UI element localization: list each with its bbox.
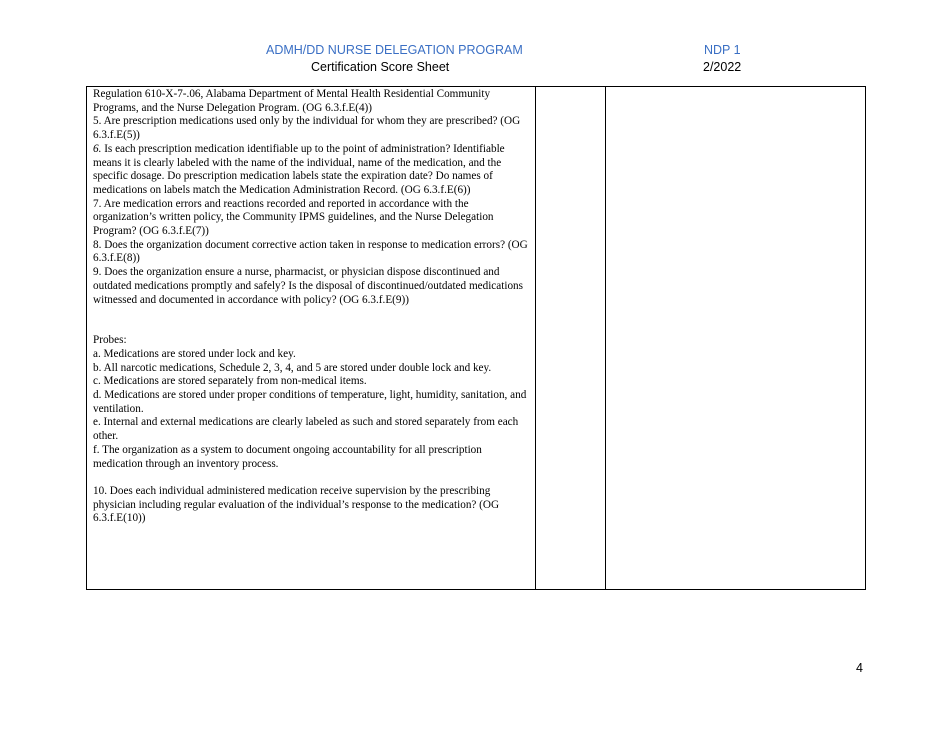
- score-cell: [536, 87, 606, 590]
- table-row: [87, 87, 866, 590]
- probe-c: c. Medications are stored separately from non-medical items.: [93, 375, 367, 388]
- item-7: 7. Are medication errors and reactions recorded and reported in accordance with the organization’s written policy, the Community IPMS guidelines, and the Nurse Delegation Program? (OG 6.3.f.E(7)): [93, 197, 494, 238]
- intro-paragraph: Regulation 610-X-7-.06, Alabama Department of Mental Health Residential Community Programs, and the Nurse Delegation Program. (OG 6.3.f.E(4)): [93, 88, 491, 114]
- item-6: [93, 143, 530, 198]
- item-5: 5. Are prescription medications used only by the individual for whom they are prescribed? (OG 6.3.f.E(5)): [93, 115, 521, 142]
- item-6-number: 6.: [93, 142, 102, 155]
- page-number: 4: [856, 661, 863, 675]
- spacer: [93, 471, 530, 485]
- comments-cell: [606, 87, 866, 590]
- probe-d: d. Medications are stored under proper conditions of temperature, light, humidity, sanitation, and ventilation.: [93, 389, 527, 415]
- probes-heading: Probes:: [93, 334, 127, 347]
- probe-b: b. All narcotic medications, Schedule 2, 3, 4, and 5 are stored under double lock and key.: [93, 361, 492, 374]
- score-table: [86, 86, 866, 590]
- criteria-text: [87, 87, 535, 526]
- item-6-text: Is each prescription medication identifiable up to the point of administration? Identifiable means it is clearly labeled with the name of the individual, name of the medication, and the specific dosage. Do prescription medication labels state the expiration date? Do names of medications on labels match the Medication Administration Record. (OG 6.3.f.E(6)): [93, 142, 505, 196]
- item-9: 9. Does the organization ensure a nurse, pharmacist, or physician dispose discontinued and outdated medications promptly and safely? Is the disposal of discontinued/outdated medications witnessed and documented in accordance with policy? (OG 6.3.f.E(9)): [93, 266, 523, 306]
- item-8: 8. Does the organization document corrective action taken in response to medication errors? (OG 6.3.f.E(8)): [93, 238, 528, 265]
- item-10: 10. Does each individual administered medication receive supervision by the prescribing physician including regular evaluation of the individual’s response to the medication? (OG 6.3.f.E(10)): [93, 484, 500, 525]
- program-title: ADMH/DD NURSE DELEGATION PROGRAM: [266, 43, 523, 57]
- document-code: NDP 1: [704, 43, 741, 57]
- probe-f: f. The organization as a system to document ongoing accountability for all prescription medication through an inventory process.: [93, 443, 482, 470]
- criteria-cell: [87, 87, 536, 590]
- spacer: [93, 307, 530, 334]
- probe-a: a. Medications are stored under lock and key.: [93, 347, 296, 360]
- document-date: 2/2022: [703, 60, 742, 74]
- probe-e: e. Internal and external medications are clearly labeled as such and stored separately from each other.: [93, 416, 519, 443]
- sheet-title: Certification Score Sheet: [311, 60, 450, 74]
